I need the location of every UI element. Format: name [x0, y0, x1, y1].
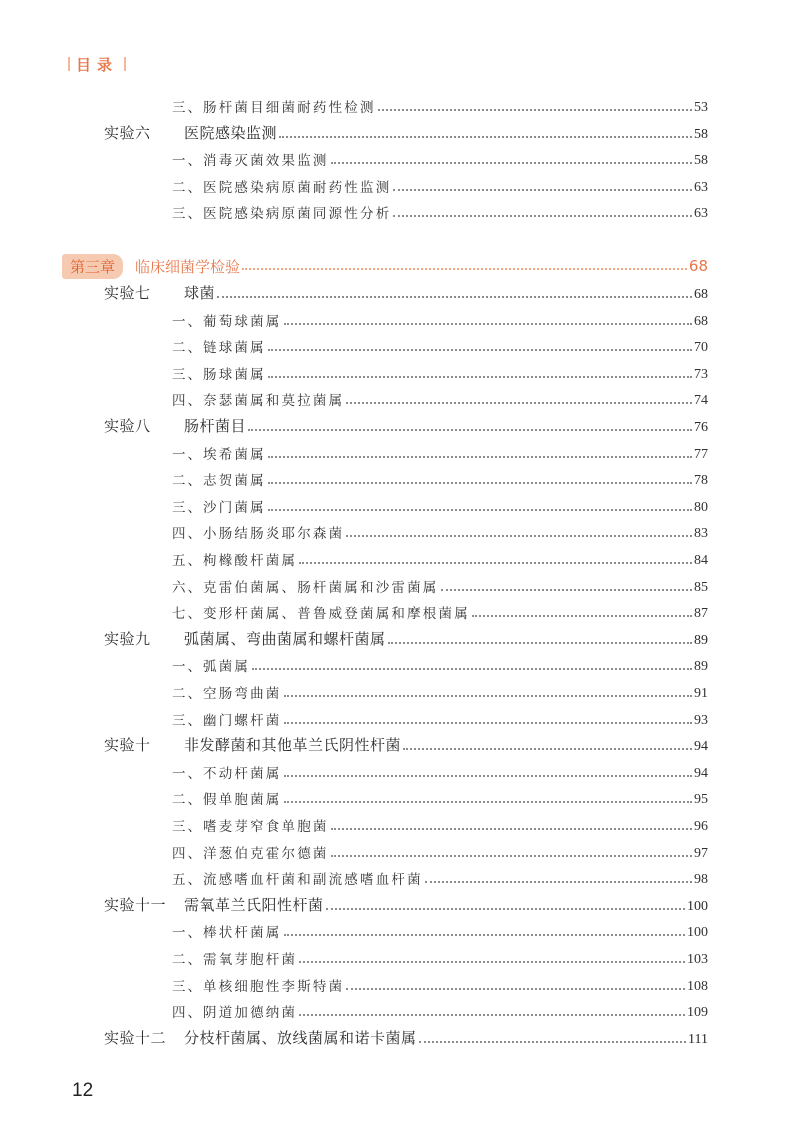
- entry-number: 二、: [172, 792, 203, 809]
- toc-subsection-entry[interactable]: [172, 760, 708, 782]
- entry-number: 六、: [172, 579, 203, 596]
- entry-page: 87: [694, 606, 708, 622]
- entry-page: 89: [694, 659, 708, 675]
- toc-section-entry[interactable]: [104, 1026, 708, 1048]
- leader-dots: [268, 376, 692, 378]
- leader-dots: [268, 509, 692, 511]
- toc-subsection-entry[interactable]: [172, 919, 708, 941]
- entry-page: 98: [694, 872, 708, 888]
- entry-title: 弧菌属、弯曲菌属和螺杆菌属: [184, 629, 386, 648]
- entry-number: 二、: [172, 686, 203, 702]
- toc-subsection-entry[interactable]: [172, 840, 708, 862]
- toc-section-entry[interactable]: [104, 281, 708, 303]
- toc-subsection-entry[interactable]: [172, 946, 708, 968]
- entry-page: 68: [694, 313, 708, 329]
- entry-page: 68: [694, 287, 708, 302]
- entry-page: 80: [694, 499, 708, 515]
- entry-page: 97: [694, 845, 708, 861]
- entry-title: 奈瑟菌属和莫拉菌属: [203, 393, 345, 410]
- entry-title: 变形杆菌属、普鲁威登菌属和摩根菌属: [203, 606, 470, 623]
- toc-subsection-entry[interactable]: [172, 600, 708, 622]
- leader-dots: [284, 934, 686, 936]
- entry-number: 四、: [172, 526, 203, 543]
- entry-page: 77: [694, 446, 708, 462]
- entry-number: 五、: [172, 553, 203, 569]
- toc-subsection-entry[interactable]: [172, 94, 708, 116]
- toc-subsection-entry[interactable]: [172, 707, 708, 729]
- entry-page: 93: [694, 712, 708, 728]
- entry-number: 一、: [172, 925, 203, 942]
- leader-dots: [393, 215, 692, 217]
- entry-page: 100: [687, 898, 708, 914]
- entry-page: 89: [694, 632, 708, 648]
- entry-page: 76: [694, 420, 708, 435]
- toc-subsection-entry[interactable]: [172, 308, 708, 330]
- entry-page: 78: [694, 473, 708, 489]
- chapter-number: 第三章: [62, 254, 123, 279]
- entry-number: 实验六: [104, 123, 151, 142]
- leader-dots: [299, 562, 692, 564]
- entry-title: 医院感染病原菌同源性分析: [203, 206, 392, 222]
- toc-header: [62, 54, 132, 75]
- entry-number: 实验七: [104, 284, 151, 302]
- entry-page: 108: [687, 978, 708, 994]
- leader-dots: [299, 961, 685, 963]
- entry-title: 需氧革兰氏阳性杆菌: [184, 895, 324, 914]
- leader-dots: [388, 642, 692, 644]
- entry-page: 85: [694, 579, 708, 595]
- entry-page: 94: [694, 739, 708, 755]
- toc-subsection-entry[interactable]: [172, 574, 708, 596]
- entry-page: 96: [694, 819, 708, 834]
- leader-dots: [346, 535, 692, 537]
- entry-title: 医院感染病原菌耐药性监测: [203, 179, 392, 196]
- entry-number: 四、: [172, 393, 203, 410]
- entry-page: 58: [694, 126, 708, 142]
- toc-subsection-entry[interactable]: [172, 441, 708, 463]
- leader-dots: [346, 402, 692, 404]
- entry-page: 63: [694, 179, 708, 195]
- leader-dots: [331, 162, 692, 164]
- entry-number: 三、: [172, 366, 203, 383]
- leader-dots: [331, 828, 692, 830]
- entry-number: 三、: [172, 100, 203, 116]
- entry-page: 109: [687, 1005, 708, 1021]
- entry-title: 小肠结肠炎耶尔森菌: [203, 526, 345, 543]
- entry-title: 空肠弯曲菌: [203, 686, 282, 702]
- entry-number: 实验十二: [104, 1028, 167, 1047]
- entry-number: 四、: [172, 845, 203, 862]
- leader-dots: [268, 482, 692, 484]
- toc-subsection-entry[interactable]: [172, 866, 708, 888]
- toc-section-entry[interactable]: [104, 121, 708, 143]
- entry-page: 58: [694, 153, 708, 168]
- leader-dots: [441, 589, 693, 591]
- entry-title: 分枝杆菌属、放线菌属和诺卡菌属: [184, 1028, 417, 1047]
- entry-page: 70: [694, 340, 708, 356]
- toc-subsection-entry[interactable]: [172, 973, 708, 995]
- leader-dots: [403, 748, 692, 750]
- entry-title: 医院感染监测: [184, 123, 278, 142]
- leader-dots: [284, 722, 693, 724]
- leader-dots: [326, 908, 685, 910]
- entry-title: 假单胞菌属: [203, 792, 282, 809]
- entry-number: 三、: [172, 819, 203, 835]
- entry-title: 志贺菌属: [203, 473, 266, 490]
- page-number: 12: [72, 1080, 94, 1101]
- entry-number: 七、: [172, 606, 203, 623]
- header-right-bar: [124, 57, 126, 71]
- chapter-heading[interactable]: [62, 254, 708, 278]
- toc-section-entry[interactable]: [104, 627, 708, 649]
- toc-subsection-entry[interactable]: [172, 174, 708, 196]
- chapter-title: 临床细菌学检验: [135, 257, 241, 276]
- entry-number: 二、: [172, 473, 203, 490]
- entry-number: 五、: [172, 872, 203, 889]
- entry-title: 非发酵菌和其他革兰氏阴性杆菌: [184, 736, 402, 755]
- toc-subsection-entry[interactable]: [172, 387, 708, 409]
- toc-section-entry[interactable]: [104, 893, 708, 915]
- leader-dots: [284, 801, 693, 803]
- toc-section-entry[interactable]: [104, 733, 708, 755]
- toc-subsection-entry[interactable]: [172, 200, 708, 222]
- leader-dots: [268, 456, 692, 458]
- chapter-leader-dots: [242, 268, 687, 270]
- entry-page: 95: [694, 792, 708, 808]
- entry-title: 葡萄球菌属: [203, 313, 282, 330]
- entry-title: 弧菌属: [203, 659, 251, 676]
- toc-subsection-entry[interactable]: [172, 653, 708, 675]
- leader-dots: [284, 695, 693, 697]
- toc-subsection-entry[interactable]: [172, 680, 708, 702]
- leader-dots: [284, 323, 693, 325]
- leader-dots: [346, 988, 685, 990]
- entry-number: 二、: [172, 340, 203, 357]
- entry-number: 二、: [172, 179, 203, 196]
- leader-dots: [472, 615, 692, 617]
- chapter-page: 68: [688, 257, 708, 275]
- leader-dots: [284, 775, 693, 777]
- toc-subsection-entry[interactable]: [172, 813, 708, 835]
- toc-subsection-entry[interactable]: [172, 999, 708, 1021]
- entry-title: 沙门菌属: [203, 499, 266, 516]
- entry-page: 103: [687, 952, 708, 967]
- entry-page: 100: [687, 925, 708, 941]
- entry-title: 肠球菌属: [203, 366, 266, 383]
- entry-page: 84: [694, 553, 708, 568]
- toc-subsection-entry[interactable]: [172, 334, 708, 356]
- leader-dots: [252, 668, 692, 670]
- toc-subsection-entry[interactable]: [172, 520, 708, 542]
- entry-number: 四、: [172, 1005, 203, 1022]
- entry-page: 83: [694, 526, 708, 542]
- leader-dots: [279, 136, 692, 138]
- toc-subsection-entry[interactable]: [172, 467, 708, 489]
- entry-number: 一、: [172, 765, 203, 782]
- entry-title: 克雷伯菌属、肠杆菌属和沙雷菌属: [203, 579, 439, 596]
- entry-page: 111: [688, 1031, 708, 1047]
- entry-page: 94: [694, 765, 708, 781]
- entry-number: 三、: [172, 499, 203, 516]
- entry-title: 需氧芽胞杆菌: [203, 952, 298, 968]
- entry-number: 实验十一: [104, 895, 167, 914]
- toc-subsection-entry[interactable]: [172, 147, 708, 169]
- entry-title: 幽门螺杆菌: [203, 712, 282, 729]
- toc-subsection-entry[interactable]: [172, 494, 708, 516]
- leader-dots: [393, 189, 692, 191]
- entry-number: 实验八: [104, 417, 151, 435]
- leader-dots: [217, 296, 692, 298]
- entry-page: 53: [694, 100, 708, 115]
- toc-section-entry[interactable]: [104, 414, 708, 436]
- entry-title: 单核细胞性李斯特菌: [203, 978, 345, 995]
- leader-dots: [331, 855, 692, 857]
- entry-title: 阴道加德纳菌: [203, 1005, 298, 1022]
- entry-number: 一、: [172, 153, 203, 169]
- entry-title: 枸橼酸杆菌属: [203, 553, 298, 569]
- entry-number: 三、: [172, 978, 203, 995]
- toc-subsection-entry[interactable]: [172, 786, 708, 808]
- entry-number: 实验九: [104, 629, 151, 648]
- leader-dots: [378, 109, 692, 111]
- entry-title: 嗜麦芽窄食单胞菌: [203, 819, 329, 835]
- entry-title: 肠杆菌目细菌耐药性检测: [203, 100, 376, 116]
- entry-number: 实验十: [104, 736, 151, 755]
- entry-number: 一、: [172, 659, 203, 676]
- entry-title: 棒状杆菌属: [203, 925, 282, 942]
- entry-page: 91: [694, 686, 708, 701]
- entry-title: 流感嗜血杆菌和副流感嗜血杆菌: [203, 872, 423, 889]
- entry-number: 一、: [172, 446, 203, 463]
- entry-title: 肠杆菌目: [184, 417, 247, 435]
- toc-subsection-entry[interactable]: [172, 361, 708, 383]
- entry-title: 埃希菌属: [203, 446, 266, 463]
- header-left-bar: [68, 57, 70, 71]
- entry-page: 74: [694, 393, 708, 409]
- entry-title: 不动杆菌属: [203, 765, 282, 782]
- entry-page: 63: [694, 206, 708, 221]
- entry-title: 链球菌属: [203, 340, 266, 357]
- leader-dots: [299, 1014, 685, 1016]
- entry-title: 消毒灭菌效果监测: [203, 153, 329, 169]
- entry-page: 73: [694, 366, 708, 382]
- leader-dots: [248, 429, 692, 431]
- entry-number: 一、: [172, 313, 203, 330]
- entry-number: 三、: [172, 206, 203, 222]
- entry-number: 三、: [172, 712, 203, 729]
- leader-dots: [268, 349, 692, 351]
- entry-title: 洋葱伯克霍尔德菌: [203, 845, 329, 862]
- leader-dots: [425, 881, 692, 883]
- toc-subsection-entry[interactable]: [172, 547, 708, 569]
- toc-header-label: 目录: [76, 56, 119, 74]
- leader-dots: [419, 1041, 687, 1043]
- entry-number: 二、: [172, 952, 203, 968]
- entry-title: 球菌: [184, 284, 216, 302]
